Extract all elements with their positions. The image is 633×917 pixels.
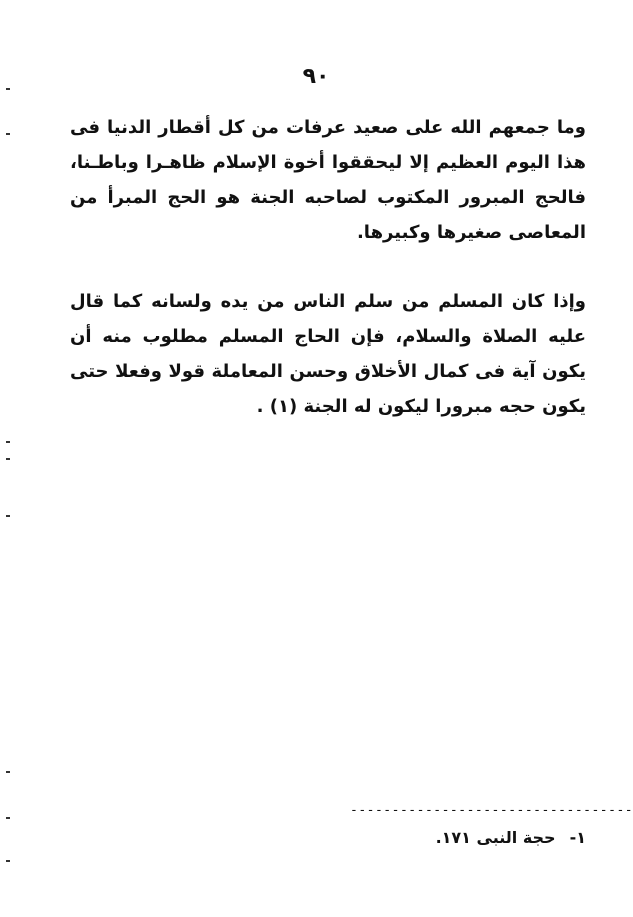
- scan-edge-mark: [6, 88, 10, 90]
- footnote-separator: ----------------------------------: [350, 803, 633, 818]
- scan-edge-mark: [6, 441, 10, 443]
- scan-edge-mark: [6, 817, 10, 819]
- scan-edge-mark: [6, 458, 10, 460]
- scan-edge-mark: [6, 133, 10, 135]
- footnote-item: [436, 828, 586, 847]
- footnote-number: ١-: [569, 828, 586, 847]
- page-number: ٩٠: [302, 64, 330, 89]
- paragraph-2: وإذا كان المسلم من سلم الناس من يده ولسانه كما قال عليه الصلاة والسلام، فإن الحاج المسلم مطلوب منه أن يكون آية فى كمال الأخلاق وحسن المعاملة قولا وفعلا حتى يكون حجه مبرورا ليكون له الجنة (١) .: [70, 291, 586, 417]
- paragraph-1: وما جمعهم الله على صعيد عرفات من كل أقطار الدنيا فى هذا اليوم العظيم إلا ليحققوا أخوة الإسلام ظاهـرا وباطـنا، فالحج المبرور المكتوب لصاحبه الجنة هو الحج المبرأ من المعاصى صغيرها وكبيرها.: [70, 117, 586, 243]
- footnote-text: حجة النبى ١٧١.: [435, 828, 556, 847]
- scan-edge-mark: [6, 860, 10, 862]
- scan-edge-mark: [6, 515, 10, 517]
- scan-edge-mark: [6, 771, 10, 773]
